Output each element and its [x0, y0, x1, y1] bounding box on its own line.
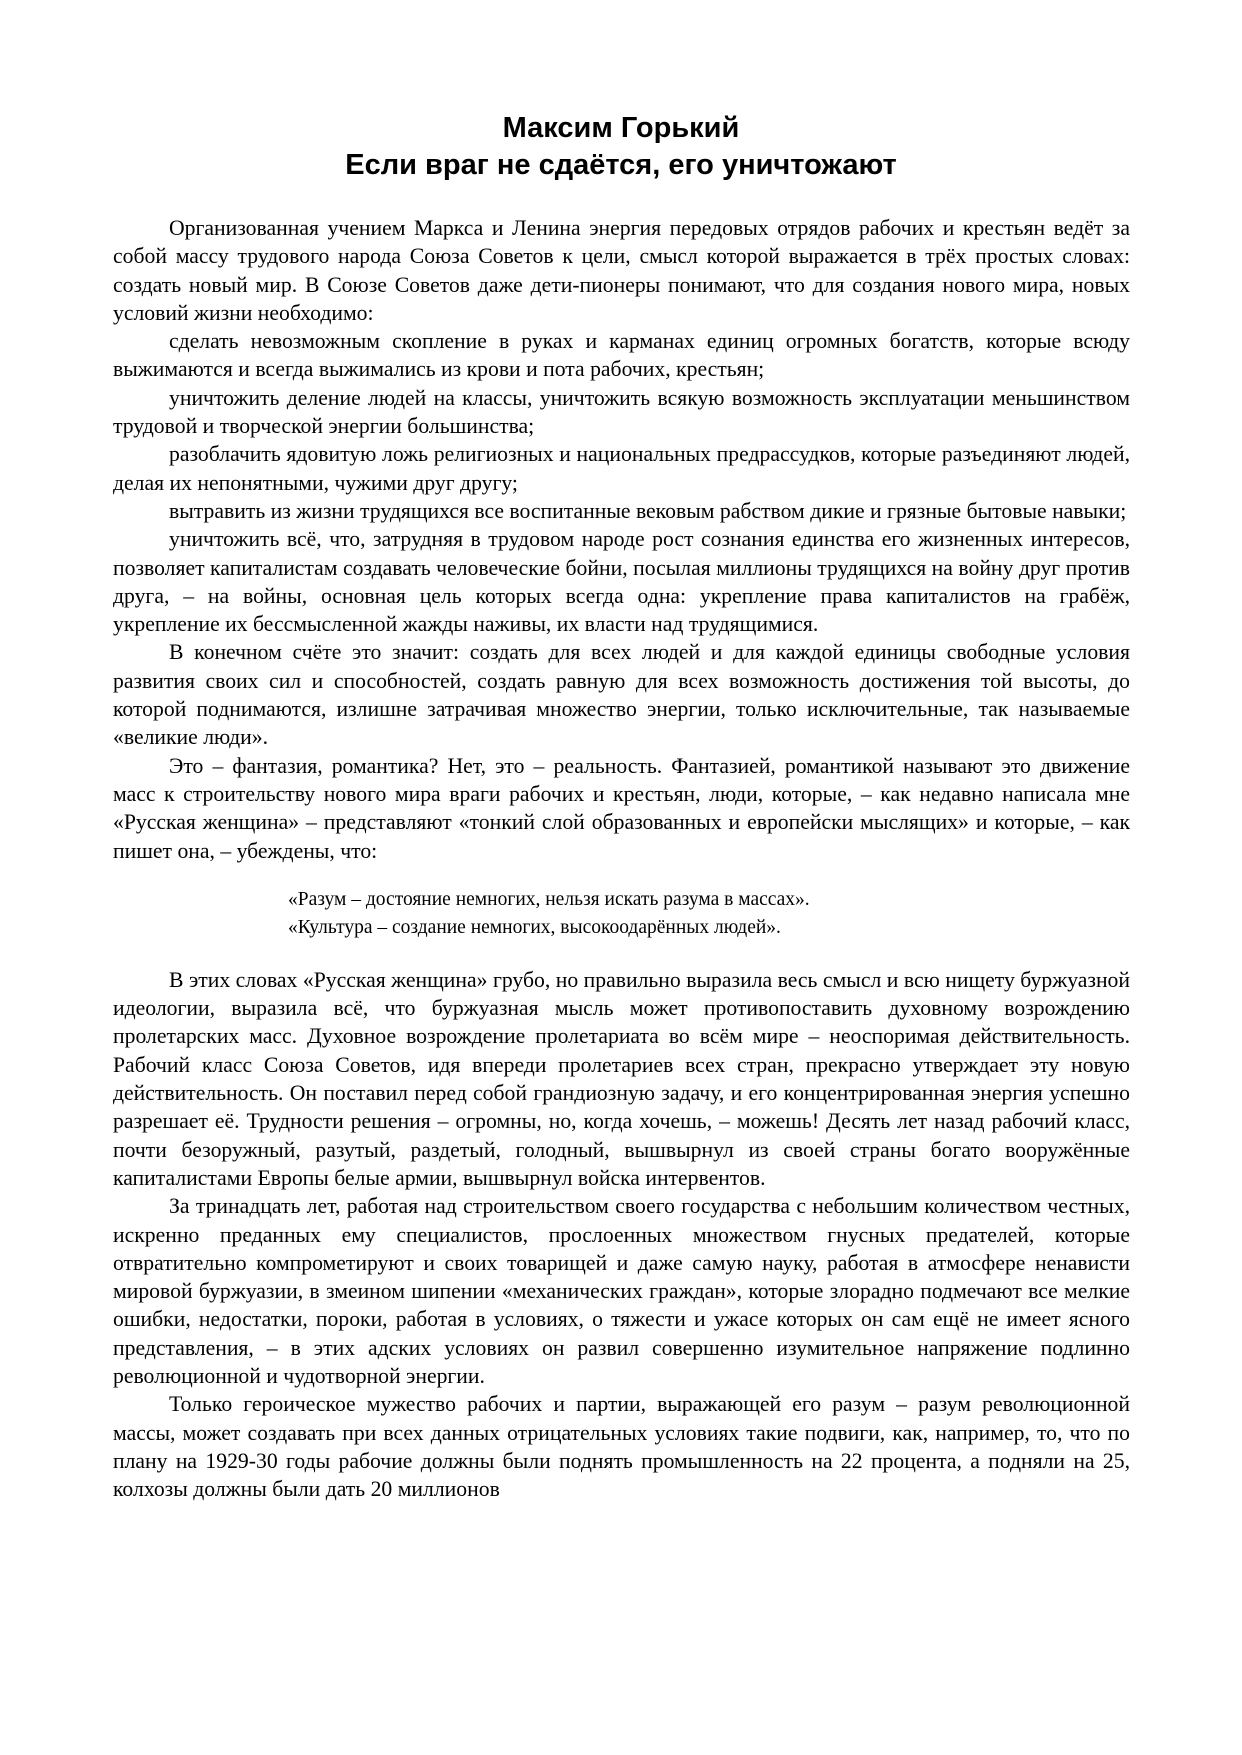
paragraph: В конечном счёте это значит: создать для всех людей и для каждой единицы свободные условия развития своих сил и способностей, создать равную для всех возможность достижения той высоты, до которой поднимаются, излишне затрачивая множество энергии, только исключительные, так называемые «великие люди».	[113, 640, 1130, 750]
work-title: Если враг не сдаётся, его уничтожают	[345, 149, 897, 181]
quote-line: «Разум – достояние немногих, нельзя искать разума в массах».	[288, 888, 810, 910]
document-body	[113, 214, 1130, 1503]
paragraph: уничтожить деление людей на классы, уничтожить всякую возможность эксплуатации меньшинством трудовой и творческой энергии большинства;	[113, 385, 1130, 439]
paragraph: За тринадцать лет, работая над строительством своего государства с небольшим количеством честных, искренно преданных ему специалистов, прослоенных множеством гнусных предателей, которые отвратительно компрометируют и своих товарищей и даже самую науку, работая в атмосфере ненависти мировой буржуазии, в змеином шипении «механических граждан», которые злорадно подмечают все мелкие ошибки, недостатки, пороки, работая в условиях, о тяжести и ужасе которых он сам ещё не имеет ясного представления, – в этих адских условиях он развил совершенно изумительное напряжение подлинно революционной и чудотворной энергии.	[113, 1194, 1130, 1388]
quote-line: «Культура – создание немногих, высокоодарённых людей».	[288, 916, 781, 938]
paragraph: Это – фантазия, романтика? Нет, это – реальность. Фантазией, романтикой называют это движение масс к строительству нового мира враги рабочих и крестьян, люди, которые, – как недавно написала мне «Русская женщина» – представляют «тонкий слой образованных и европейски мыслящих» и которые, – как пишет она, – убеждены, что:	[113, 753, 1130, 863]
paragraph: Только героическое мужество рабочих и партии, выражающей его разум – разум революционной массы, может создавать при всех данных отрицательных условиях такие подвиги, как, например, то, что по плану на 1929-30 годы рабочие должны были поднять промышленность на 22 процента, а подняли на 25, колхозы должны были дать 20 миллионов	[113, 1392, 1130, 1502]
document-title	[0, 110, 1242, 184]
author-name: Максим Горький	[502, 112, 740, 144]
paragraph: вытравить из жизни трудящихся все воспитанные вековым рабством дикие и грязные бытовые навыки;	[169, 498, 1127, 523]
block-quote	[288, 886, 1130, 942]
paragraph: В этих словах «Русская женщина» грубо, но правильно выразила весь смысл и всю нищету буржуазной идеологии, выразила всё, что буржуазная мысль может противопоставить духовному возрождению пролетарских масс. Духовное возрождение пролетариата во всём мире – неоспоримая действительность. Рабочий класс Союза Советов, идя впереди пролетариев всех стран, прекрасно утверждает эту новую действительность. Он поставил перед собой грандиозную задачу, и его концентрированная энергия успешно разрешает её. Трудности решения – огромны, но, когда хочешь, – можешь! Десять лет назад рабочий класс, почти безоружный, разутый, раздетый, голодный, вышвырнул из своей страны богато вооружённые капиталистами Европы белые армии, вышвырнул войска интервентов.	[113, 967, 1130, 1190]
paragraph: разоблачить ядовитую ложь религиозных и национальных предрассудков, которые разъединяют людей, делая их непонятными, чужими друг другу;	[113, 442, 1130, 495]
paragraph: сделать невозможным скопление в руках и карманах единиц огромных богатств, которые всюду выжимаются и всегда выжимались из крови и пота рабочих, крестьян;	[113, 329, 1130, 382]
paragraph: уничтожить всё, что, затрудняя в трудовом народе рост сознания единства его жизненных интересов, позволяет капиталистам создавать человеческие бойни, посылая миллионы трудящихся на войну друг против друга, – на войны, основная цель которых всегда одна: укрепление права капиталистов на грабёж, укрепление их бессмысленной жажды наживы, их власти над трудящимися.	[113, 527, 1130, 637]
paragraph: Организованная учением Маркса и Ленина энергия передовых отрядов рабочих и крестьян ведёт за собой массу трудового народа Союза Советов к цели, смысл которой выражается в трёх простых словах: создать новый мир. В Союзе Советов даже дети-пионеры понимают, что для создания нового мира, новых условий жизни необходимо:	[113, 216, 1130, 325]
